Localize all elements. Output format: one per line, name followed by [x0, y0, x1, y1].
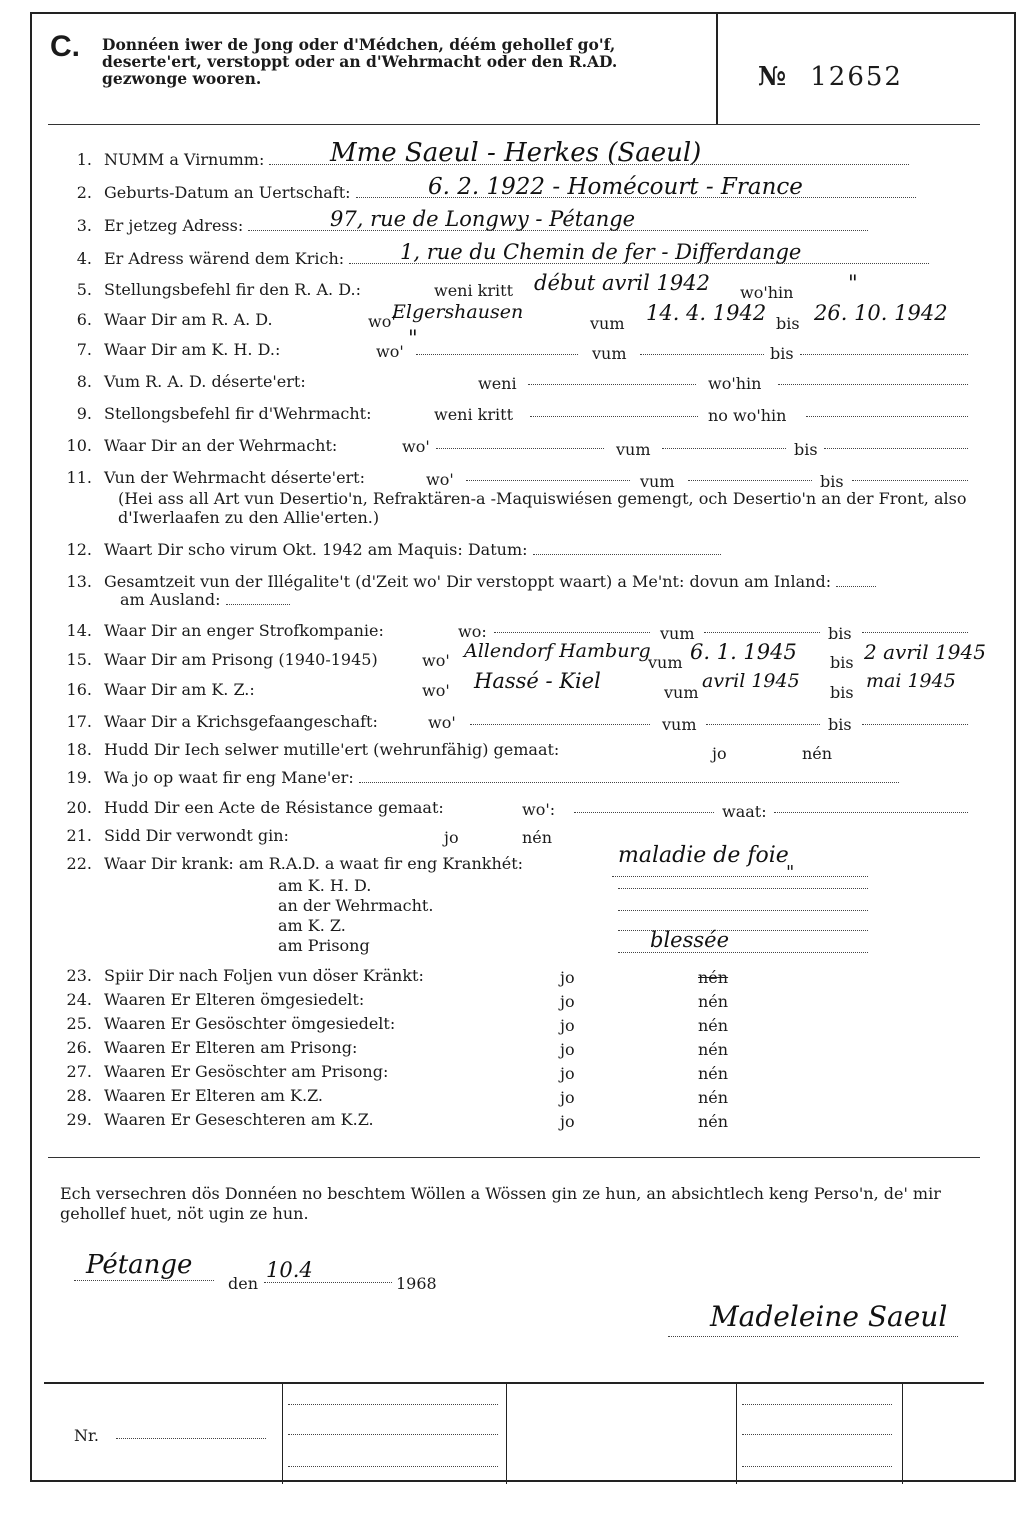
- no-option[interactable]: nén: [698, 1112, 729, 1131]
- row-label: Waar Dir am Prisong (1940-1945): [104, 650, 378, 669]
- row-label: Waar Dir an der Wehrmacht:: [104, 436, 338, 455]
- row-label: Waar Dir am K. Z.:: [104, 680, 255, 699]
- wo-label: wo': [426, 470, 454, 489]
- row-number: 1.: [76, 150, 92, 169]
- rad-to: 26. 10. 1942: [814, 301, 948, 325]
- row-6: [58, 310, 273, 329]
- yes-no-row: [58, 990, 364, 1009]
- den-label: den: [228, 1274, 259, 1293]
- bis-label: bis: [830, 653, 854, 672]
- no-option[interactable]: nén: [698, 1016, 729, 1035]
- declaration-text: Ech versechren dös Donnéen no beschtem Wöllen a Wössen gin ze hun, an absichtlech keng Perso'n, de' mir gehollef huet, nöt ugin ze hun.: [60, 1184, 941, 1223]
- no-option[interactable]: nén: [698, 1088, 729, 1107]
- wehrmacht-order-place-field[interactable]: [806, 402, 968, 417]
- table-divider: [506, 1384, 507, 1484]
- row-number: 27.: [66, 1062, 92, 1081]
- desertion-note: (Hei ass all Art vun Desertio'n, Refraktären-a -Maquiswiésen gemengt, och Desertio'n an der Front, also d'Iwerlaafen zu den Allie'erten.): [118, 489, 967, 527]
- rad-desert-date-field[interactable]: [528, 370, 696, 385]
- yes-option[interactable]: jo: [560, 992, 575, 1011]
- rad-order-date: début avril 1942: [534, 271, 710, 295]
- rad-from: 14. 4. 1942: [646, 301, 767, 325]
- row-number: 4.: [76, 249, 92, 268]
- illness-prison-value: blessée: [650, 928, 729, 952]
- yes-no-row: [58, 1014, 395, 1033]
- wo-label: wo': [402, 437, 430, 456]
- rad-order-place: ": [848, 271, 858, 295]
- wehrmacht-place-field[interactable]: [436, 434, 604, 449]
- office-field-4[interactable]: [742, 1390, 892, 1405]
- row-9: [58, 404, 372, 423]
- row-19: [58, 768, 899, 787]
- illness-khd-label: am K. H. D.: [278, 876, 372, 895]
- table-divider: [282, 1384, 283, 1484]
- row-20: [58, 798, 444, 817]
- rad-place: Elgershausen: [392, 301, 524, 323]
- row-number: 23.: [66, 966, 92, 985]
- resistance-what-field[interactable]: [774, 798, 968, 813]
- row-15: [58, 650, 378, 669]
- row-5: [58, 280, 361, 299]
- no-option[interactable]: nén: [698, 968, 729, 987]
- row-number: 17.: [66, 712, 92, 731]
- row-number: 26.: [66, 1038, 92, 1057]
- row-label: Waar Dir a Krichsgefaangeschaft:: [104, 712, 378, 731]
- illness-khd-value: ": [786, 862, 795, 883]
- row-label: Hudd Dir een Acte de Résistance gemaat:: [104, 798, 444, 817]
- vum-label: vum: [648, 653, 683, 672]
- manner-field[interactable]: [359, 768, 899, 783]
- row-22: [58, 854, 523, 873]
- yes-option[interactable]: jo: [444, 828, 459, 847]
- desert-to-field[interactable]: [852, 466, 968, 481]
- yes-no-row: [58, 966, 424, 985]
- kz-to: mai 1945: [866, 670, 956, 692]
- no-option[interactable]: nén: [698, 992, 729, 1011]
- yes-option[interactable]: jo: [560, 968, 575, 987]
- wo-label: wo': [368, 312, 396, 331]
- office-field-2[interactable]: [288, 1420, 498, 1435]
- row-number: 9.: [76, 404, 92, 423]
- row-number: 24.: [66, 990, 92, 1009]
- no-option[interactable]: nén: [522, 828, 553, 847]
- row-label: Stellongsbefehl fir d'Wehrmacht:: [104, 404, 372, 423]
- row-10: [58, 436, 337, 455]
- ausland-label: am Ausland:: [120, 590, 221, 609]
- number-sign: №: [758, 62, 789, 92]
- row-label: Er jetzeg Adress:: [104, 216, 244, 235]
- prison-place: Allendorf Hamburg: [464, 640, 651, 662]
- row-number: 21.: [66, 826, 92, 845]
- row-number: 15.: [66, 650, 92, 669]
- nr-label: Nr.: [74, 1426, 99, 1445]
- row-label: Hudd Dir Iech selwer mutille'ert (wehrunfähig) gemaat:: [104, 740, 560, 759]
- row-18: [58, 740, 559, 759]
- yes-no-row: [58, 1062, 388, 1081]
- date-value: 10.4: [266, 1258, 313, 1282]
- strafkompanie-from-field[interactable]: [704, 618, 820, 633]
- desert-place-field[interactable]: [466, 466, 630, 481]
- no-option[interactable]: nén: [698, 1064, 729, 1083]
- war-address-value: 1, rue du Chemin de fer - Differdange: [400, 240, 802, 264]
- yes-no-row: [58, 1086, 323, 1105]
- row-number: 18.: [66, 740, 92, 759]
- row-label: Waaren Er Elteren am K.Z.: [104, 1086, 324, 1105]
- row-label: Spiir Dir nach Foljen vun döser Kränkt:: [104, 966, 424, 985]
- pow-place-field[interactable]: [470, 710, 650, 725]
- form-section-letter: C.: [50, 30, 80, 63]
- header-divider: [716, 14, 718, 124]
- place-value: Pétange: [86, 1250, 193, 1280]
- wo-label: wo': [376, 342, 404, 361]
- ausland-field[interactable]: [226, 590, 290, 605]
- wohin-label: wo'hin: [740, 283, 794, 302]
- illness-kz-label: am K. Z.: [278, 916, 346, 935]
- row-11: [58, 468, 365, 487]
- kz-place: Hassé - Kiel: [474, 669, 601, 693]
- row-number: 8.: [76, 372, 92, 391]
- row-label: Waar Dir am R. A. D.: [104, 310, 273, 329]
- wehrmacht-order-date-field[interactable]: [530, 402, 698, 417]
- vum-label: vum: [664, 683, 699, 702]
- khd-place: ": [408, 326, 418, 350]
- resistance-place-field[interactable]: [574, 798, 714, 813]
- birth-value: 6. 2. 1922 - Homécourt - France: [428, 174, 803, 200]
- table-divider: [902, 1384, 903, 1484]
- row-label: Waaren Er Gesöschter ömgesiedelt:: [104, 1014, 396, 1033]
- prison-from: 6. 1. 1945: [690, 640, 797, 664]
- no-option[interactable]: nén: [802, 744, 833, 763]
- bis-label: bis: [770, 344, 794, 363]
- table-divider: [736, 1384, 737, 1484]
- name-value: Mme Saeul - Herkes (Saeul): [330, 138, 702, 168]
- illness-khd-field[interactable]: [618, 874, 868, 889]
- row-label: Stellungsbefehl fir den R. A. D.:: [104, 280, 361, 299]
- row-16: [58, 680, 255, 699]
- row-number: 20.: [66, 798, 92, 817]
- signature: Madeleine Saeul: [710, 1300, 948, 1333]
- row-label: Waar Dir krank: am R.A.D. a waat fir eng Krankhét:: [104, 854, 524, 873]
- office-field-3[interactable]: [288, 1452, 498, 1467]
- row-14: [58, 621, 384, 640]
- rad-desert-place-field[interactable]: [778, 370, 968, 385]
- yes-option[interactable]: jo: [712, 744, 727, 763]
- wo-label: wo': [422, 681, 450, 700]
- row-label: Waaren Er Geseschteren am K.Z.: [104, 1110, 374, 1129]
- row-label: Sidd Dir verwondt gin:: [104, 826, 289, 845]
- bis-label: bis: [830, 683, 854, 702]
- row-label: Waar Dir an enger Strofkompanie:: [104, 621, 384, 640]
- row-number: 16.: [66, 680, 92, 699]
- illness-prison-field[interactable]: [618, 938, 868, 953]
- row-label: Waart Dir scho virum Okt. 1942 am Maquis:: [104, 540, 463, 559]
- yes-option[interactable]: jo: [560, 1040, 575, 1059]
- row-12: [58, 540, 721, 559]
- ausland-line: [120, 590, 290, 609]
- vum-label: vum: [592, 344, 627, 363]
- office-field-1[interactable]: [288, 1390, 498, 1405]
- vum-label: vum: [660, 624, 695, 643]
- row-label: Geburts-Datum an Uertschaft:: [104, 183, 351, 202]
- row-number: 29.: [66, 1110, 92, 1129]
- row-label: Waaren Er Elteren am Prisong:: [104, 1038, 358, 1057]
- row-label: Waaren Er Elteren ömgesiedelt:: [104, 990, 365, 1009]
- illness-wehrmacht-label: an der Wehrmacht.: [278, 896, 434, 915]
- vum-label: vum: [616, 440, 651, 459]
- bis-label: bis: [820, 472, 844, 491]
- row-7: [58, 340, 280, 359]
- wohin-label: no wo'hin: [708, 406, 787, 425]
- datum-label: Datum:: [467, 540, 528, 559]
- prison-to: 2 avril 1945: [864, 640, 986, 664]
- wohin-label: wo'hin: [708, 374, 762, 393]
- bis-label: bis: [828, 624, 852, 643]
- no-option[interactable]: nén: [698, 1040, 729, 1059]
- year-text: 1968: [396, 1274, 437, 1293]
- khd-from-field[interactable]: [640, 340, 764, 355]
- office-field-6[interactable]: [742, 1452, 892, 1467]
- wo-label: wo': [428, 713, 456, 732]
- bis-label: bis: [776, 314, 800, 333]
- yes-option[interactable]: jo: [560, 1064, 575, 1083]
- wehrmacht-from-field[interactable]: [662, 434, 786, 449]
- yes-no-row: [58, 1038, 357, 1057]
- illness-prison-label: am Prisong: [278, 936, 370, 955]
- address-value: 97, rue de Longwy - Pétange: [330, 207, 636, 231]
- row-number: 13.: [66, 572, 92, 591]
- vum-label: vum: [640, 472, 675, 491]
- inland-field[interactable]: [836, 572, 876, 587]
- vum-label: vum: [590, 314, 625, 333]
- weni-label: weni: [478, 374, 517, 393]
- row-number: 10.: [66, 436, 92, 455]
- strafkompanie-place-field[interactable]: [494, 618, 650, 633]
- row-number: 19.: [66, 768, 92, 787]
- row-number: 2.: [76, 183, 92, 202]
- office-table: [44, 1382, 984, 1484]
- row-number: 11.: [66, 468, 92, 487]
- weni-label: weni kritt: [434, 281, 513, 300]
- yes-option[interactable]: jo: [560, 1088, 575, 1107]
- row-number: 22.: [66, 854, 92, 873]
- row-number: 5.: [76, 280, 92, 299]
- row-number: 14.: [66, 621, 92, 640]
- row-label: NUMM a Virnumm:: [104, 150, 265, 169]
- khd-place-field[interactable]: [416, 340, 578, 355]
- maquis-date-field[interactable]: [533, 540, 721, 555]
- khd-to-field[interactable]: [800, 340, 968, 355]
- waat-label: waat:: [722, 802, 767, 821]
- kz-from: avril 1945: [702, 670, 800, 692]
- pow-from-field[interactable]: [706, 710, 820, 725]
- row-number: 6.: [76, 310, 92, 329]
- pow-to-field[interactable]: [862, 710, 968, 725]
- row-number: 7.: [76, 340, 92, 359]
- wo-label: wo':: [522, 800, 556, 819]
- row-label: Vum R. A. D. déserte'ert:: [104, 372, 306, 391]
- row-label: Er Adress wärend dem Krich:: [104, 249, 345, 268]
- row-number: 28.: [66, 1086, 92, 1105]
- yes-no-row: [58, 1110, 374, 1129]
- yes-option[interactable]: jo: [560, 1016, 575, 1035]
- desert-from-field[interactable]: [688, 466, 812, 481]
- illness-value: maladie de foie: [618, 843, 789, 868]
- form-number: [758, 62, 903, 92]
- weni-label: weni kritt: [434, 405, 513, 424]
- row-number: 12.: [66, 540, 92, 559]
- row-number: 3.: [76, 216, 92, 235]
- row-label: Waaren Er Gesöschter am Prisong:: [104, 1062, 389, 1081]
- row-17: [58, 712, 378, 731]
- row-label: Waar Dir am K. H. D.:: [104, 340, 281, 359]
- row-label: Gesamtzeit vun der Illégalite't (d'Zeit wo' Dir verstoppt waart) a Me'nt: dovun am Inland:: [104, 572, 832, 591]
- office-field-5[interactable]: [742, 1420, 892, 1435]
- strafkompanie-to-field[interactable]: [862, 618, 968, 633]
- row-label: Vun der Wehrmacht déserte'ert:: [104, 468, 365, 487]
- section-rule: [48, 1157, 980, 1158]
- row-21: [58, 826, 289, 845]
- wo-label: wo:: [458, 622, 487, 641]
- wehrmacht-to-field[interactable]: [824, 434, 968, 449]
- number-value: 12652: [810, 62, 903, 92]
- row-13: [58, 572, 876, 591]
- illness-wehrmacht-field[interactable]: [618, 896, 868, 911]
- header-rule: [48, 124, 980, 125]
- bis-label: bis: [794, 440, 818, 459]
- nr-field[interactable]: [116, 1424, 266, 1439]
- yes-option[interactable]: jo: [560, 1112, 575, 1131]
- row-8: [58, 372, 306, 391]
- vum-label: vum: [662, 715, 697, 734]
- row-label: Wa jo op waat fir eng Mane'er:: [104, 768, 354, 787]
- row-number: 25.: [66, 1014, 92, 1033]
- wo-label: wo': [422, 651, 450, 670]
- form-header-text: Donnéen iwer de Jong oder d'Médchen, déém gehollef go'f, deserte'ert, verstoppt oder an d'Wehrmacht oder den R.AD. gezwonge wooren.: [102, 35, 618, 88]
- bis-label: bis: [828, 715, 852, 734]
